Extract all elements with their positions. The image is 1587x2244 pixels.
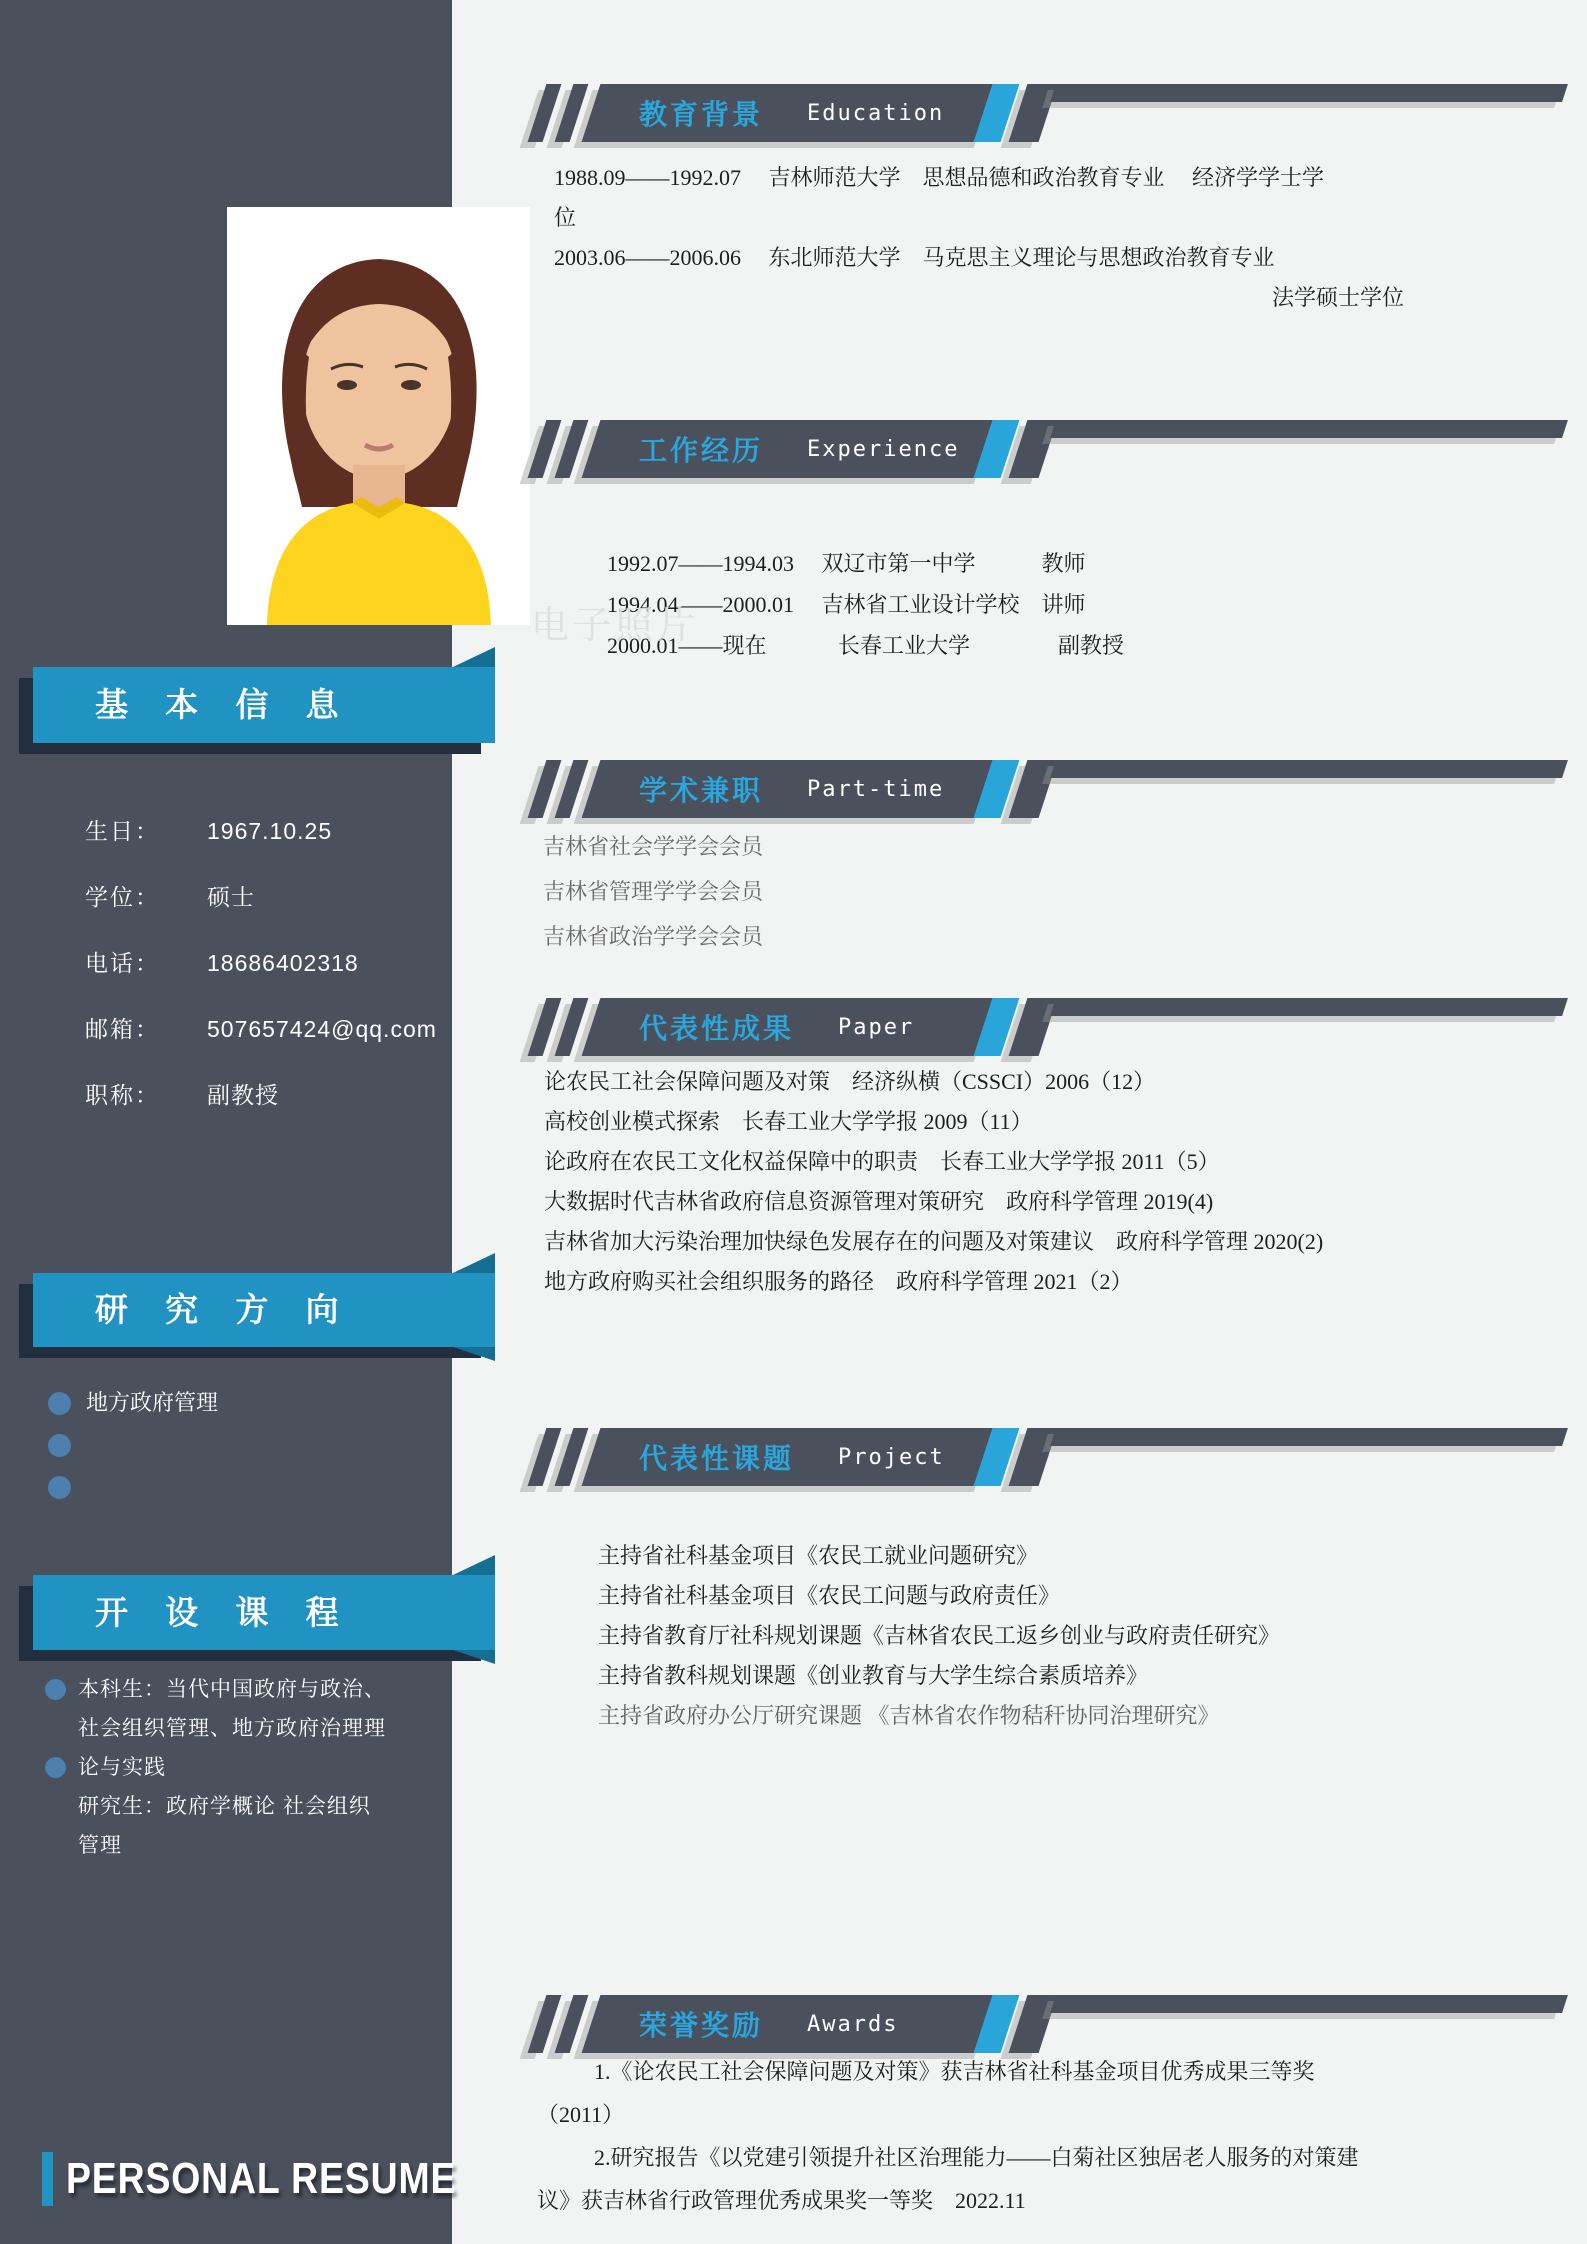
basic-info-row [85,864,437,930]
education-lines [554,158,1404,318]
courses-title: 开 设 课 程 [95,1594,353,1631]
awards-line: （2011） [537,2102,625,2127]
courses-header [33,1575,495,1650]
header-rule [1050,84,1568,102]
header-rule [1050,1428,1568,1446]
research-item [86,1466,218,1508]
experience-line: 1994.04——2000.01 吉林省工业设计学校 讲师 [607,592,1086,617]
header-rule [1050,998,1568,1016]
paper-line: 大数据时代吉林省政府信息资源管理对策研究 政府科学管理 2019(4) [544,1189,1214,1214]
header-bar [582,1995,1001,2053]
research-item: 地方政府管理 [86,1382,218,1424]
field-label: 学位： [85,884,160,910]
header-rule [1050,1995,1568,2013]
section-title-en: Paper [838,1014,915,1040]
header-rule [1050,760,1568,778]
profile-photo [227,207,530,625]
education-line: 1988.09——1992.07 吉林师范大学 思想品德和政治教育专业 经济学学士学 [554,165,1325,190]
section-title-en: Education [807,100,945,126]
section-title-en: Project [838,1444,945,1470]
parttime-lines [543,824,763,959]
project-line: 主持省教育厅社科规划课题《吉林省农民工返乡创业与政府责任研究》 [598,1623,1281,1648]
courses-line: 论与实践 [78,1748,386,1787]
basic-info-row [85,1062,437,1128]
footer-accent-bar [42,2152,53,2206]
watermark-text: 电子照片 [531,603,700,647]
courses-line: 管理 [78,1834,122,1857]
section-title-cn: 荣誉奖励 [639,2010,764,2041]
basic-info-fields [85,798,437,1128]
parttime-line: 吉林省管理学学会会员 [543,879,764,904]
awards-line: 议》获吉林省行政管理优秀成果奖一等奖 2022.11 [537,2188,1026,2213]
basic-info-row [85,798,437,864]
paper-line: 吉林省加大污染治理加快绿色发展存在的问题及对策建议 政府科学管理 2020(2) [544,1229,1324,1254]
research-items [86,1382,218,1508]
parttime-line: 吉林省社会学学会会员 [543,834,764,859]
header-bar [582,420,1001,478]
section-title-en: Awards [807,2011,899,2037]
section-title-en: Experience [807,436,960,462]
project-lines [598,1536,1280,1736]
paper-line: 论农民工社会保障问题及对策 经济纵横（CSSCI）2006（12） [544,1069,1156,1094]
ribbon-fold-icon [453,1253,495,1273]
paper-line: 论政府在农民工文化权益保障中的职责 长春工业大学学报 2011（5） [544,1149,1220,1174]
project-line: 主持省教科规划课题《创业教育与大学生综合素质培养》 [598,1663,1149,1688]
header-bar [582,1428,1001,1486]
section-title-cn: 代表性课题 [639,1443,795,1474]
header-bar [582,84,1001,142]
ribbon-fold-icon [453,1555,495,1575]
courses-line: 社会组织管理、地方政府治理理 [78,1717,386,1740]
parttime-line: 吉林省政治学学会会员 [543,924,764,949]
ribbon-fold-icon [453,1347,495,1361]
portrait-illustration [227,207,530,625]
paper-line: 地方政府购买社会组织服务的路径 政府科学管理 2021（2） [544,1269,1133,1294]
field-value: 硕士 [207,884,255,910]
courses-line: 本科生：当代中国政府与政治、 [78,1670,386,1709]
header-bar [582,760,1001,818]
field-label: 生日： [85,818,160,844]
paper-lines [544,1062,1323,1302]
section-title-cn: 代表性成果 [639,1013,795,1044]
education-line: 位 [554,205,577,230]
basic-info-title: 基 本 信 息 [95,686,353,723]
field-label: 电话： [85,950,160,976]
field-value: 18686402318 [207,950,359,976]
field-value: 副教授 [207,1082,279,1108]
research-header [33,1273,495,1347]
section-title-cn: 学术兼职 [639,775,764,806]
project-line: 主持省社科基金项目《农民工问题与政府责任》 [598,1583,1061,1608]
paper-line: 高校创业模式探索 长春工业大学学报 2009（11） [544,1109,1033,1134]
courses-line: 研究生：政府学概论 社会组织 [78,1795,371,1818]
basic-info-header [33,667,495,743]
section-title-cn: 教育背景 [639,99,764,130]
experience-line: 1992.07——1994.03 双辽市第一中学 教师 [607,551,1086,576]
field-label: 职称： [85,1082,160,1108]
field-value: 1967.10.25 [207,818,333,844]
field-value: 507657424@qq.com [207,1016,437,1042]
ribbon-fold-icon [453,647,495,667]
education-line: 法学硕士学位 [1272,285,1405,310]
research-item [86,1424,218,1466]
research-title: 研 究 方 向 [95,1291,353,1328]
project-line: 主持省政府办公厅研究课题 《吉林省农作物秸秆协同治理研究》 [598,1703,1220,1728]
header-rule [1050,420,1568,438]
header-bar [582,998,1001,1056]
awards-lines [537,2050,1359,2222]
awards-line: 1.《论农民工社会保障问题及对策》获吉林省社科基金项目优秀成果三等奖 [594,2059,1315,2084]
experience-line: 2000.01——现在 长春工业大学 副教授 [607,633,1125,658]
project-line: 主持省社科基金项目《农民工就业问题研究》 [598,1543,1039,1568]
ribbon-fold-icon [453,1650,495,1664]
awards-line: 2.研究报告《以党建引领提升社区治理能力——白菊社区独居老人服务的对策建 [594,2145,1359,2170]
courses-lines [78,1670,386,1865]
education-line: 2003.06——2006.06 东北师范大学 马克思主义理论与思想政治教育专业 [554,245,1275,270]
section-title-cn: 工作经历 [639,435,764,466]
section-title-en: Part-time [807,776,945,802]
basic-info-row [85,930,437,996]
footer-title: PERSONAL RESUME [66,2154,457,2203]
field-label: 邮箱： [85,1016,160,1042]
basic-info-row [85,996,437,1062]
